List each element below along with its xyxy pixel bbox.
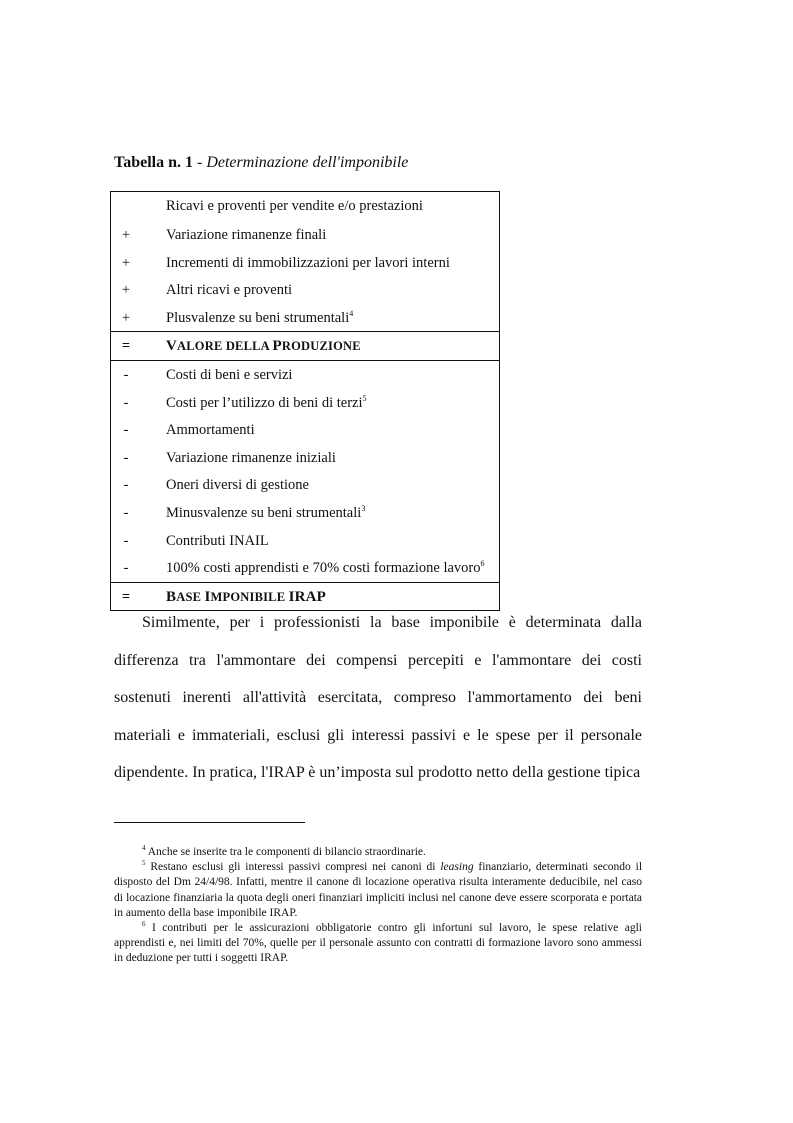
footnote-separator: [114, 822, 305, 823]
footnote-6-number: 6: [142, 920, 146, 929]
row-symbol: +: [121, 227, 131, 243]
row-symbol: -: [123, 422, 129, 439]
row-symbol: =: [121, 588, 131, 605]
table-section: [111, 361, 499, 583]
row-label: [166, 450, 336, 467]
label-text: Minusvalenze su beni strumentali: [166, 504, 362, 521]
row-label: [166, 505, 365, 522]
footnotes: [114, 845, 642, 967]
label-text: Costi di beni e servizi: [166, 366, 293, 383]
row-label: [166, 310, 353, 327]
footnote-5-number: 5: [142, 859, 146, 868]
label-part: ASE: [176, 589, 205, 604]
label-text: 100% costi apprendisti e 70% costi formazione lavoro: [166, 560, 481, 577]
table-row: [111, 554, 499, 582]
table-row: [111, 192, 499, 221]
table-row: [111, 249, 499, 277]
table-row: [111, 389, 499, 417]
row-symbol: -: [123, 532, 129, 549]
row-symbol: =: [121, 338, 131, 355]
footnote-5-text-b: finanziario, determinati secondo il disposto del Dm 24/4/98. Infatti, mentre il canone di locazione operativa risulta interamente deducibile, nel caso di locazione finanziaria la quota degli oneri finanziari impliciti inclusi nel canone deve essere scorporata e portata in aumento della base imponibile IRAP.: [114, 861, 643, 919]
label-text: Contributi INAIL: [166, 532, 269, 549]
table-total-row: [111, 332, 499, 360]
footnote-ref: 6: [480, 559, 485, 569]
row-label: [166, 533, 269, 550]
row-label: [166, 338, 361, 355]
table-row: [111, 527, 499, 555]
table-row: [111, 221, 499, 249]
label-part: RODUZIONE: [281, 339, 361, 354]
label-text: Ricavi e proventi per vendite e/o prestazioni: [166, 198, 423, 214]
table-row: [111, 304, 499, 332]
label-part: I: [204, 588, 211, 605]
label-text: Altri ricavi e proventi: [166, 282, 293, 299]
table-row: [111, 471, 499, 499]
label-part: IRAP: [288, 588, 327, 605]
imponibile-table: [110, 191, 500, 611]
footnote-6: [114, 921, 642, 967]
row-label: [166, 477, 309, 494]
row-label: [166, 255, 450, 272]
footnote-5-text-a: Restano esclusi gli interessi passivi compresi nei canoni di: [145, 861, 441, 874]
table-row: [111, 444, 499, 472]
table-section: [111, 192, 499, 332]
row-symbol: -: [123, 560, 129, 577]
row-symbol: +: [121, 254, 131, 271]
label-text: Ammortamenti: [166, 422, 255, 439]
row-symbol: +: [121, 282, 131, 299]
footnote-4: [114, 845, 642, 860]
footnote-5-italic: leasing: [440, 861, 474, 874]
table-section: [111, 332, 499, 361]
row-symbol: +: [121, 309, 131, 326]
row-label: [166, 422, 255, 439]
row-symbol: -: [123, 366, 129, 383]
label-text: Variazione rimanenze finali: [166, 227, 327, 243]
caption-title: Tabella n. 1: [114, 154, 193, 171]
label-text: Costi per l’utilizzo di beni di terzi: [166, 394, 363, 411]
row-symbol: -: [123, 394, 129, 411]
row-label: [166, 395, 367, 412]
footnote-6-text: I contributi per le assicurazioni obbligatorie contro gli infortuni sul lavoro, le spese relative agli apprendisti e, nei limiti del 70%, quelle per il personale assunto con contratti di formazione lavoro sono ammessi in deduzione per tutti i soggetti IRAP.: [114, 922, 642, 965]
table-row: [111, 276, 499, 304]
footnote-4-number: 4: [142, 844, 146, 852]
label-part: ALORE DELLA: [177, 339, 273, 354]
row-label: [166, 367, 292, 384]
label-part: B: [166, 588, 177, 605]
footnote-4-text: Anche se inserite tra le componenti di bilancio straordinarie.: [145, 846, 426, 858]
row-label: [166, 560, 484, 577]
footnote-ref: 5: [362, 393, 367, 403]
row-label: [166, 227, 326, 244]
label-part: MPONIBILE: [210, 589, 289, 604]
caption-subtitle: Determinazione dell'imponibile: [206, 154, 409, 171]
table-row: [111, 361, 499, 389]
label-part: P: [272, 338, 282, 355]
row-symbol: -: [123, 504, 129, 521]
label-text: Plusvalenze su beni strumentali: [166, 309, 350, 326]
row-symbol: -: [123, 477, 129, 494]
row-label: [166, 198, 423, 215]
body-paragraph: Similmente, per i professionisti la base imponibile è determinata dalla differenza tra l'ammontare dei compensi percepiti e l'ammontare dei costi sostenuti inerenti all'attività esercitata, compreso l'ammortamento dei beni materiali e immateriali, esclusi gli interessi passivi e le spese per il personale dipendente. In pratica, l'IRAP è un’imposta sul prodotto netto della gestione tipica: [114, 614, 642, 781]
table-row: [111, 499, 499, 527]
row-symbol: -: [123, 449, 129, 466]
row-label: [166, 282, 292, 299]
label-text: Variazione rimanenze iniziali: [166, 449, 336, 466]
footnote-ref: 3: [361, 503, 366, 513]
label-part: V: [166, 338, 178, 355]
table-caption: [114, 154, 408, 172]
footnote-ref: 4: [349, 308, 354, 318]
label-text: Oneri diversi di gestione: [166, 477, 309, 494]
caption-separator: -: [193, 154, 207, 171]
table-row: [111, 416, 499, 444]
label-text: Incrementi di immobilizzazioni per lavori interni: [166, 254, 450, 271]
footnote-5: [114, 860, 642, 921]
